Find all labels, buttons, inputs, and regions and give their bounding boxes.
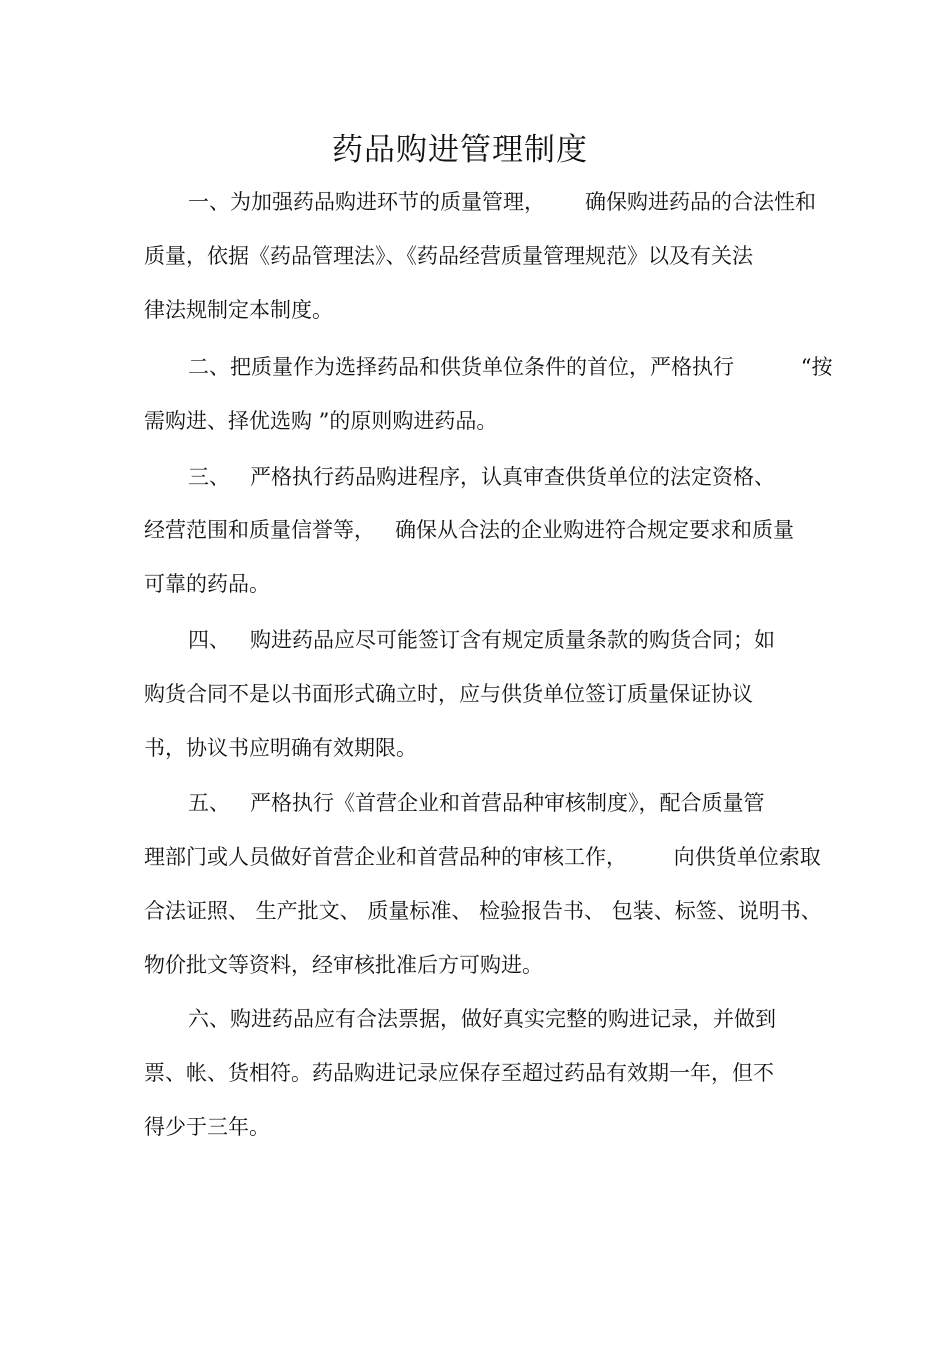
paragraph-5-line-3: 合法证照、 生产批文、 质量标准、 检验报告书、 包装、标签、说明书、: [144, 899, 822, 923]
paragraph-3-line-2: 经营范围和质量信誉等， 确保从合法的企业购进符合规定要求和质量: [144, 518, 795, 542]
paragraph-4-line-1: 四、 购进药品应尽可能签订含有规定质量条款的购货合同；如: [188, 628, 776, 652]
paragraph-2-line-1: 二、把质量作为选择药品和供货单位条件的首位，严格执行 “按: [188, 355, 833, 379]
paragraph-2-line-2: 需购进、择优选购 ”的原则购进药品。: [144, 409, 498, 433]
paragraph-1-line-3: 律法规制定本制度。: [144, 298, 333, 322]
paragraph-6-line-2: 票、帐、货相符。药品购进记录应保存至超过药品有效期一年，但不: [144, 1061, 774, 1085]
paragraph-3-line-1: 三、 严格执行药品购进程序，认真审查供货单位的法定资格、: [188, 465, 776, 489]
paragraph-3-line-3: 可靠的药品。: [144, 572, 270, 596]
paragraph-4-line-2: 购货合同不是以书面形式确立时，应与供货单位签订质量保证协议: [144, 682, 753, 706]
paragraph-4-line-3: 书，协议书应明确有效期限。: [144, 736, 417, 760]
paragraph-1-line-2: 质量，依据《药品管理法》、《药品经营质量管理规范》以及有关法: [144, 244, 753, 268]
document-title: 药品购进管理制度: [332, 132, 588, 168]
paragraph-5-line-4: 物价批文等资料，经审核批准后方可购进。: [144, 953, 543, 977]
paragraph-1-line-1: 一、为加强药品购进环节的质量管理， 确保购进药品的合法性和: [188, 190, 817, 214]
paragraph-5-line-1: 五、 严格执行《首营企业和首营品种审核制度》，配合质量管: [188, 791, 765, 815]
paragraph-6-line-1: 六、购进药品应有合法票据，做好真实完整的购进记录，并做到: [188, 1007, 776, 1031]
paragraph-5-line-2: 理部门或人员做好首营企业和首营品种的审核工作， 向供货单位索取: [144, 845, 821, 869]
paragraph-6-line-3: 得少于三年。: [144, 1115, 270, 1139]
